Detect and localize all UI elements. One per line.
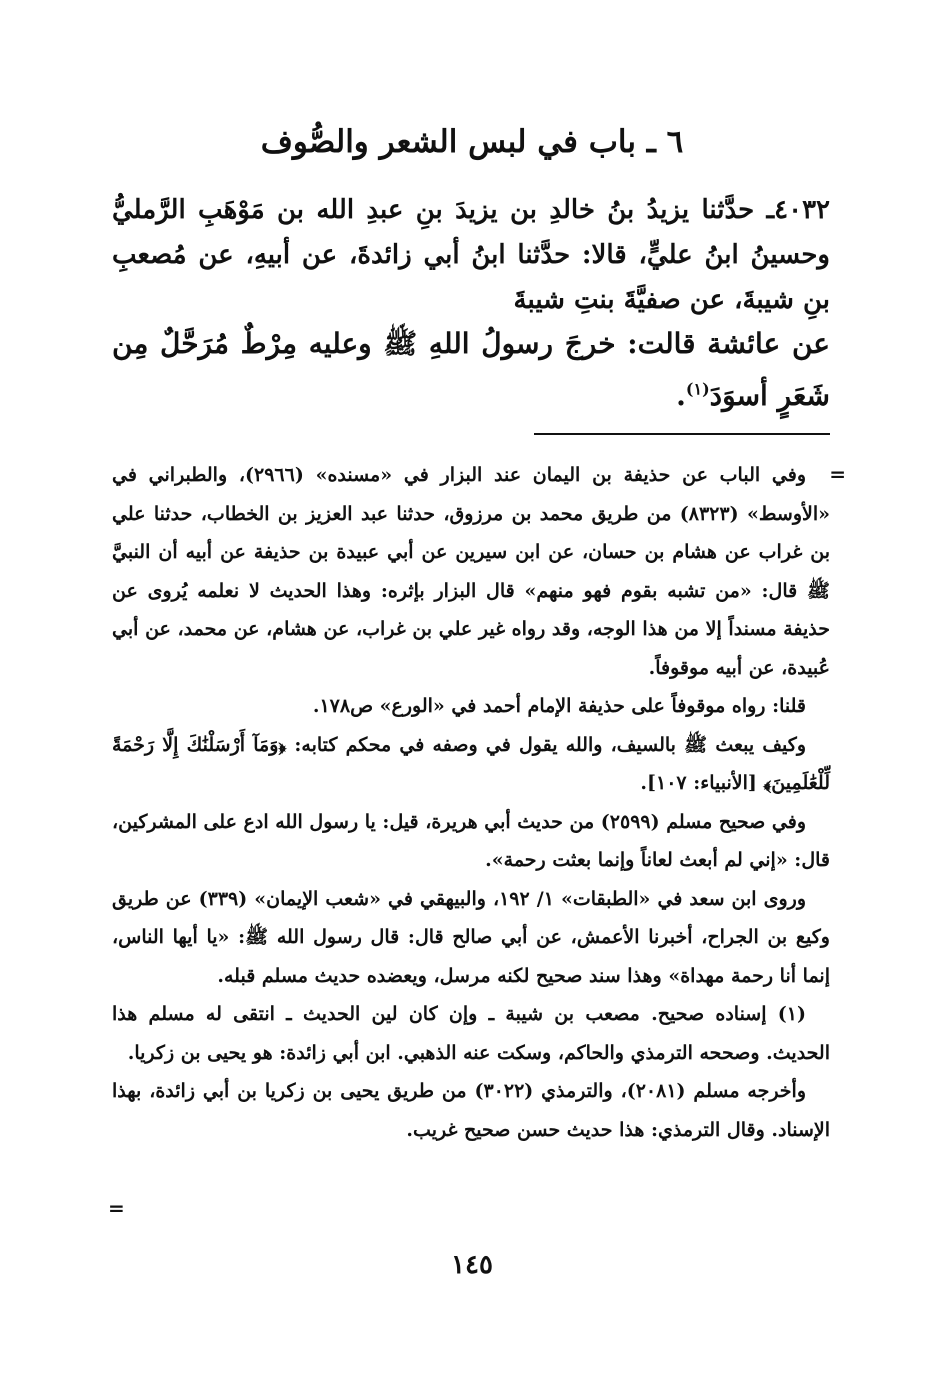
footnote-1: (١) إسناده صحيح. مصعب بن شيبة ـ وإن كان لين الحديث ـ انتقى له مسلم هذا الحديث. وصححه الترمذي والحاكم، وسكت عنه الذهبي. ابن أبي زائدة: هو يحيى بن زكريا. [112,1003,830,1064]
footnote-paragraph: وكيف يبعث ﷺ بالسيف، والله يقول في وصفه في محكم كتابه: ﴿وَمَآ أَرْسَلْنَٰكَ إِلَّا رَحْمَةً لِّلْعَٰلَمِينَ﴾ [الأنبياء: ١٠٧]. [112,733,830,794]
continuation-mark-top: = [829,462,846,486]
footnote-paragraph: وأخرجه مسلم (٢٠٨١)، والترمذي (٣٠٢٢) من طريق يحيى بن زكريا بن أبي زائدة، بهذا الإسناد. وقال الترمذي: هذا حديث حسن صحيح غريب. [112,1080,830,1141]
footnote-paragraph: وفي صحيح مسلم (٢٥٩٩) من حديث أبي هريرة، قيل: يا رسول الله ادع على المشركين، قال: «إني لم أبعث لعاناً وإنما بعثت رحمة». [112,810,830,871]
hadith-isnad: ٤٠٣٢ـ حدَّثنا يزيدُ بنُ خالدِ بن يزيدَ بنِ عبدِ الله بن مَوْهَبِ الرَّمليُّ وحسينُ ابنُ عليٍّ، قالا: حدَّثنا ابنُ أبي زائدةَ، عن أبيهِ، عن مُصعبِ بنِ شيبةَ، عن صفيَّةَ بنتِ شيبةَ [112,195,830,315]
hadith-matn-text: عن عائشة قالت: خرجَ رسولُ اللهِ ﷺ وعليه مِرْطٌ مُرَحَّلٌ مِن شَعَرٍ أسوَدَ [112,327,830,412]
footnote-reference: (١) [685,379,710,399]
footnotes [112,456,830,1149]
hadith-matn-end: . [676,379,686,412]
footnote-paragraph: قلنا: رواه موقوفاً على حذيفة الإمام أحمد في «الورع» ص١٧٨. [312,695,806,717]
page-number: ١٤٥ [451,1250,493,1280]
continuation-mark-bottom: = [108,1196,125,1220]
footnote-divider [534,433,830,435]
hadith-matn [112,318,830,422]
footnote-paragraph: وفي الباب عن حذيفة بن اليمان عند البزار في «مسنده» (٢٩٦٦)، والطبراني في «الأوسط» (٨٣٢٣) من طريق محمد بن مرزوق، حدثنا عبد العزيز بن الخطاب، حدثنا علي بن غراب عن هشام بن حسان، عن ابن سيرين عن أبي عبيدة بن حذيفة عن أبيه أن النبيَّ ﷺ قال: «من تشبه بقوم فهو منهم» قال البزار بإثره: وهذا الحديث لا نعلمه يُروى عن حذيفة مسنداً إلا من هذا الوجه، وقد رواه غير علي بن غراب، عن هشام، عن محمد، عن أبي عُبيدة، عن أبيه موقوفاً. [112,464,830,679]
footnote-paragraph: وروى ابن سعد في «الطبقات» ١/ ١٩٢، والبيهقي في «شعب الإيمان» (٣٣٩) عن طريق وكيع بن الجراح، أخبرنا الأعمش، عن أبي صالح قال: قال رسول الله ﷺ: «يا أيها الناس، إنما أنا رحمة مهداة» وهذا سند صحيح لكنه مرسل، ويعضده حديث مسلم قبله. [112,887,830,987]
chapter-title: ٦ ـ باب في لبس الشعر والصُّوف [260,124,684,160]
